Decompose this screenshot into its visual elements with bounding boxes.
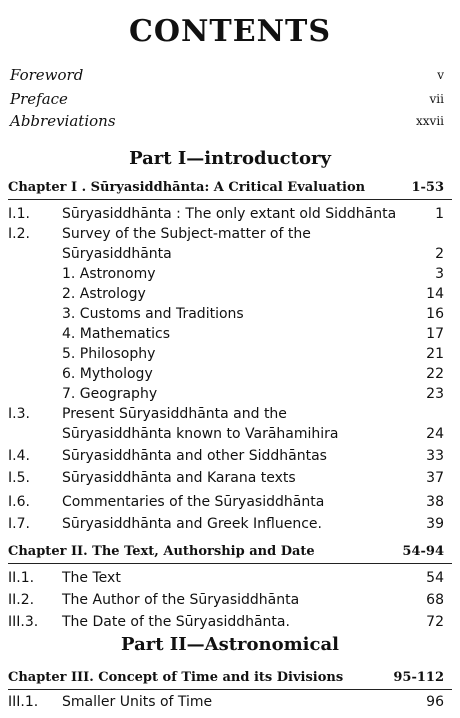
section-number: I.4.	[8, 448, 30, 464]
chapter-title: Chapter III. Concept of Time and its Divisions	[8, 670, 344, 685]
section-page: 72	[426, 614, 444, 630]
toc-entry	[8, 426, 444, 446]
toc-entry	[8, 406, 444, 426]
part-heading: Part II—Astronomical	[121, 634, 339, 655]
section-number: I.3.	[8, 406, 30, 422]
divider	[8, 199, 452, 200]
section-number: II.1.	[8, 570, 35, 586]
subsection-entry	[8, 326, 444, 346]
subsection-page: 16	[426, 306, 444, 322]
chapter-title: Chapter II. The Text, Authorship and Date	[8, 544, 315, 559]
section-page: 2	[435, 246, 444, 262]
section-title: Smaller Units of Time	[62, 694, 213, 710]
section-title: Sūryasiddhānta and Karana texts	[62, 470, 296, 486]
front-matter-item	[10, 66, 450, 88]
section-page: 37	[426, 470, 444, 486]
toc-entry	[8, 694, 444, 714]
front-matter-page: xxvii	[416, 114, 444, 128]
section-title: Sūryasiddhānta : The only extant old Siddhānta	[62, 206, 397, 222]
subsection-entry	[8, 346, 444, 366]
section-page: 68	[426, 592, 444, 608]
subsection-entry	[8, 306, 444, 326]
divider	[8, 563, 452, 564]
subsection-page: 23	[426, 386, 444, 402]
section-number: I.5.	[8, 470, 30, 486]
toc-entry	[8, 494, 444, 514]
front-matter-page: vii	[429, 92, 444, 106]
section-title: The Text	[62, 570, 121, 586]
section-page: 96	[426, 694, 444, 710]
subsection-entry	[8, 366, 444, 386]
chapter-heading	[8, 668, 444, 690]
chapter-heading	[8, 542, 444, 564]
front-matter-page: v	[437, 68, 444, 82]
subsection-page: 21	[426, 346, 444, 362]
section-number: I.2.	[8, 226, 30, 242]
subsection-title: 7. Geography	[62, 386, 158, 402]
toc-entry	[8, 226, 444, 246]
front-matter-label: Preface	[10, 90, 68, 108]
section-page: 54	[426, 570, 444, 586]
subsection-entry	[8, 266, 444, 286]
subsection-entry	[8, 286, 444, 306]
section-title: The Date of the Sūryasiddhānta.	[62, 614, 290, 630]
section-page: 38	[426, 494, 444, 510]
section-title: Sūryasiddhānta and other Siddhāntas	[62, 448, 327, 464]
section-number: III.1.	[8, 694, 39, 710]
toc-entry	[8, 206, 444, 226]
section-page: 1	[435, 206, 444, 222]
section-page: 24	[426, 426, 444, 442]
front-matter-item	[10, 112, 450, 134]
part-heading: Part I—introductory	[129, 148, 331, 169]
subsection-page: 3	[435, 266, 444, 282]
chapter-heading	[8, 178, 444, 200]
toc-entry	[8, 470, 444, 490]
subsection-page: 14	[426, 286, 444, 302]
toc-entry	[8, 516, 444, 536]
subsection-title: 5. Philosophy	[62, 346, 156, 362]
chapter-pages: 95-112	[393, 670, 444, 685]
toc-entry	[8, 570, 444, 590]
section-number: II.2.	[8, 592, 35, 608]
section-page: 33	[426, 448, 444, 464]
subsection-title: 1. Astronomy	[62, 266, 156, 282]
subsection-title: 3. Customs and Traditions	[62, 306, 244, 322]
subsection-title: 2. Astrology	[62, 286, 146, 302]
front-matter-label: Abbreviations	[10, 112, 116, 130]
section-title: Commentaries of the Sūryasiddhānta	[62, 494, 325, 510]
toc-entry	[8, 246, 444, 266]
subsection-page: 17	[426, 326, 444, 342]
section-title: Sūryasiddhānta known to Varāhamihira	[62, 426, 339, 442]
page-title: CONTENTS	[128, 14, 332, 49]
section-title: Sūryasiddhānta	[62, 246, 172, 262]
chapter-title: Chapter I . Sūryasiddhānta: A Critical Evaluation	[8, 180, 366, 195]
toc-entry	[8, 448, 444, 468]
toc-entry	[8, 614, 444, 634]
section-number: I.1.	[8, 206, 30, 222]
section-number: I.7.	[8, 516, 30, 532]
section-title: Present Sūryasiddhānta and the	[62, 406, 287, 422]
section-number: III.3.	[8, 614, 39, 630]
subsection-entry	[8, 386, 444, 406]
section-page: 39	[426, 516, 444, 532]
section-title: Survey of the Subject-matter of the	[62, 226, 311, 242]
front-matter-item	[10, 90, 450, 112]
toc-entry	[8, 592, 444, 612]
section-title: Sūryasiddhānta and Greek Influence.	[62, 516, 322, 532]
subsection-title: 4. Mathematics	[62, 326, 171, 342]
section-title: The Author of the Sūryasiddhānta	[62, 592, 300, 608]
subsection-title: 6. Mythology	[62, 366, 153, 382]
chapter-pages: 54-94	[402, 544, 444, 559]
section-number: I.6.	[8, 494, 30, 510]
chapter-pages: 1-53	[411, 180, 444, 195]
subsection-page: 22	[426, 366, 444, 382]
divider	[8, 689, 452, 690]
front-matter-label: Foreword	[10, 66, 84, 84]
